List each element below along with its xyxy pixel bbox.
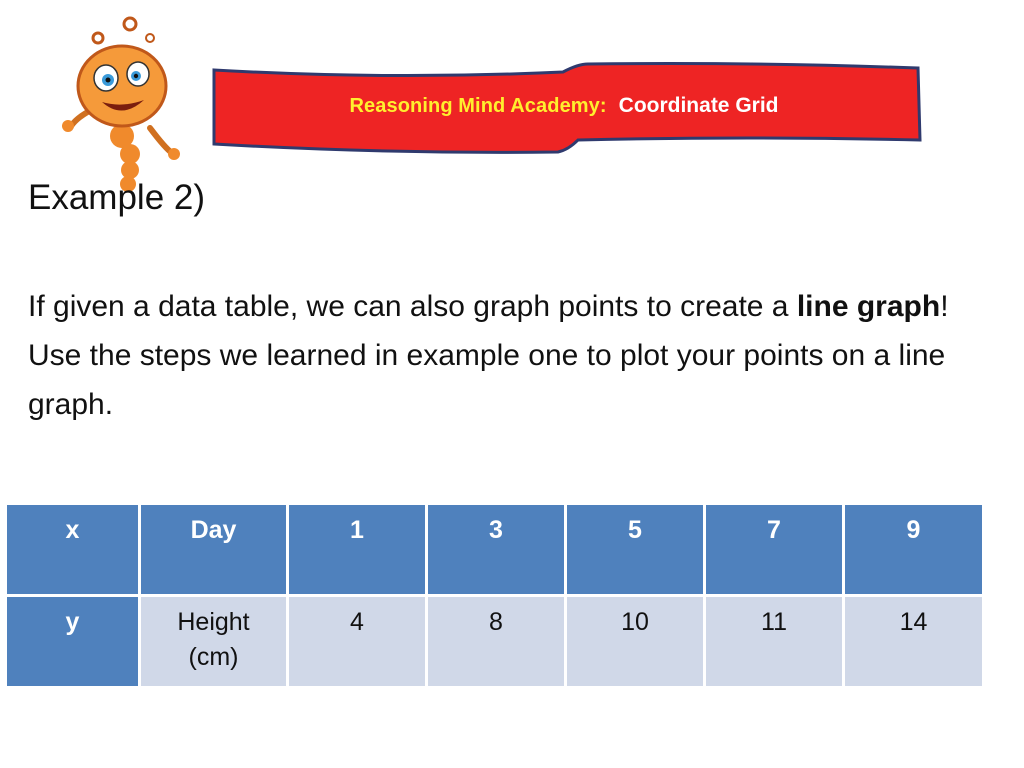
- table-row-label: y: [6, 596, 140, 688]
- table-cell: 9: [844, 504, 984, 596]
- data-table: [4, 502, 985, 689]
- table-cell: 7: [705, 504, 844, 596]
- instruction-paragraph: [28, 282, 988, 429]
- example-heading: Example 2): [28, 178, 206, 217]
- paragraph-bold-term: line graph: [796, 290, 941, 323]
- table-row: [6, 504, 984, 596]
- table-row-name-line2: (cm): [188, 643, 239, 671]
- table-cell: 8: [427, 596, 566, 688]
- banner-title: Reasoning Mind Academy:: [349, 94, 607, 117]
- table-cell: 10: [566, 596, 705, 688]
- table-cell: 1: [288, 504, 427, 596]
- header-banner: [208, 58, 928, 158]
- table-row-name: [140, 596, 288, 688]
- table-row-name: Day: [140, 504, 288, 596]
- table-cell: 5: [566, 504, 705, 596]
- table-cell: 11: [705, 596, 844, 688]
- paragraph-text-start: If given a data table, we can also graph points to create a: [28, 290, 797, 323]
- banner-subtitle: Coordinate Grid: [618, 94, 779, 117]
- table-row-label: x: [6, 504, 140, 596]
- table-row-name-line1: Height: [177, 608, 250, 636]
- table-cell: 14: [844, 596, 984, 688]
- cartoon-mascot-icon: [50, 8, 210, 198]
- table-cell: 4: [288, 596, 427, 688]
- table-row: [6, 596, 984, 688]
- paragraph-text-end: ! Use the steps we learned in example one to plot your points on a line graph.: [28, 290, 949, 421]
- table-cell: 3: [427, 504, 566, 596]
